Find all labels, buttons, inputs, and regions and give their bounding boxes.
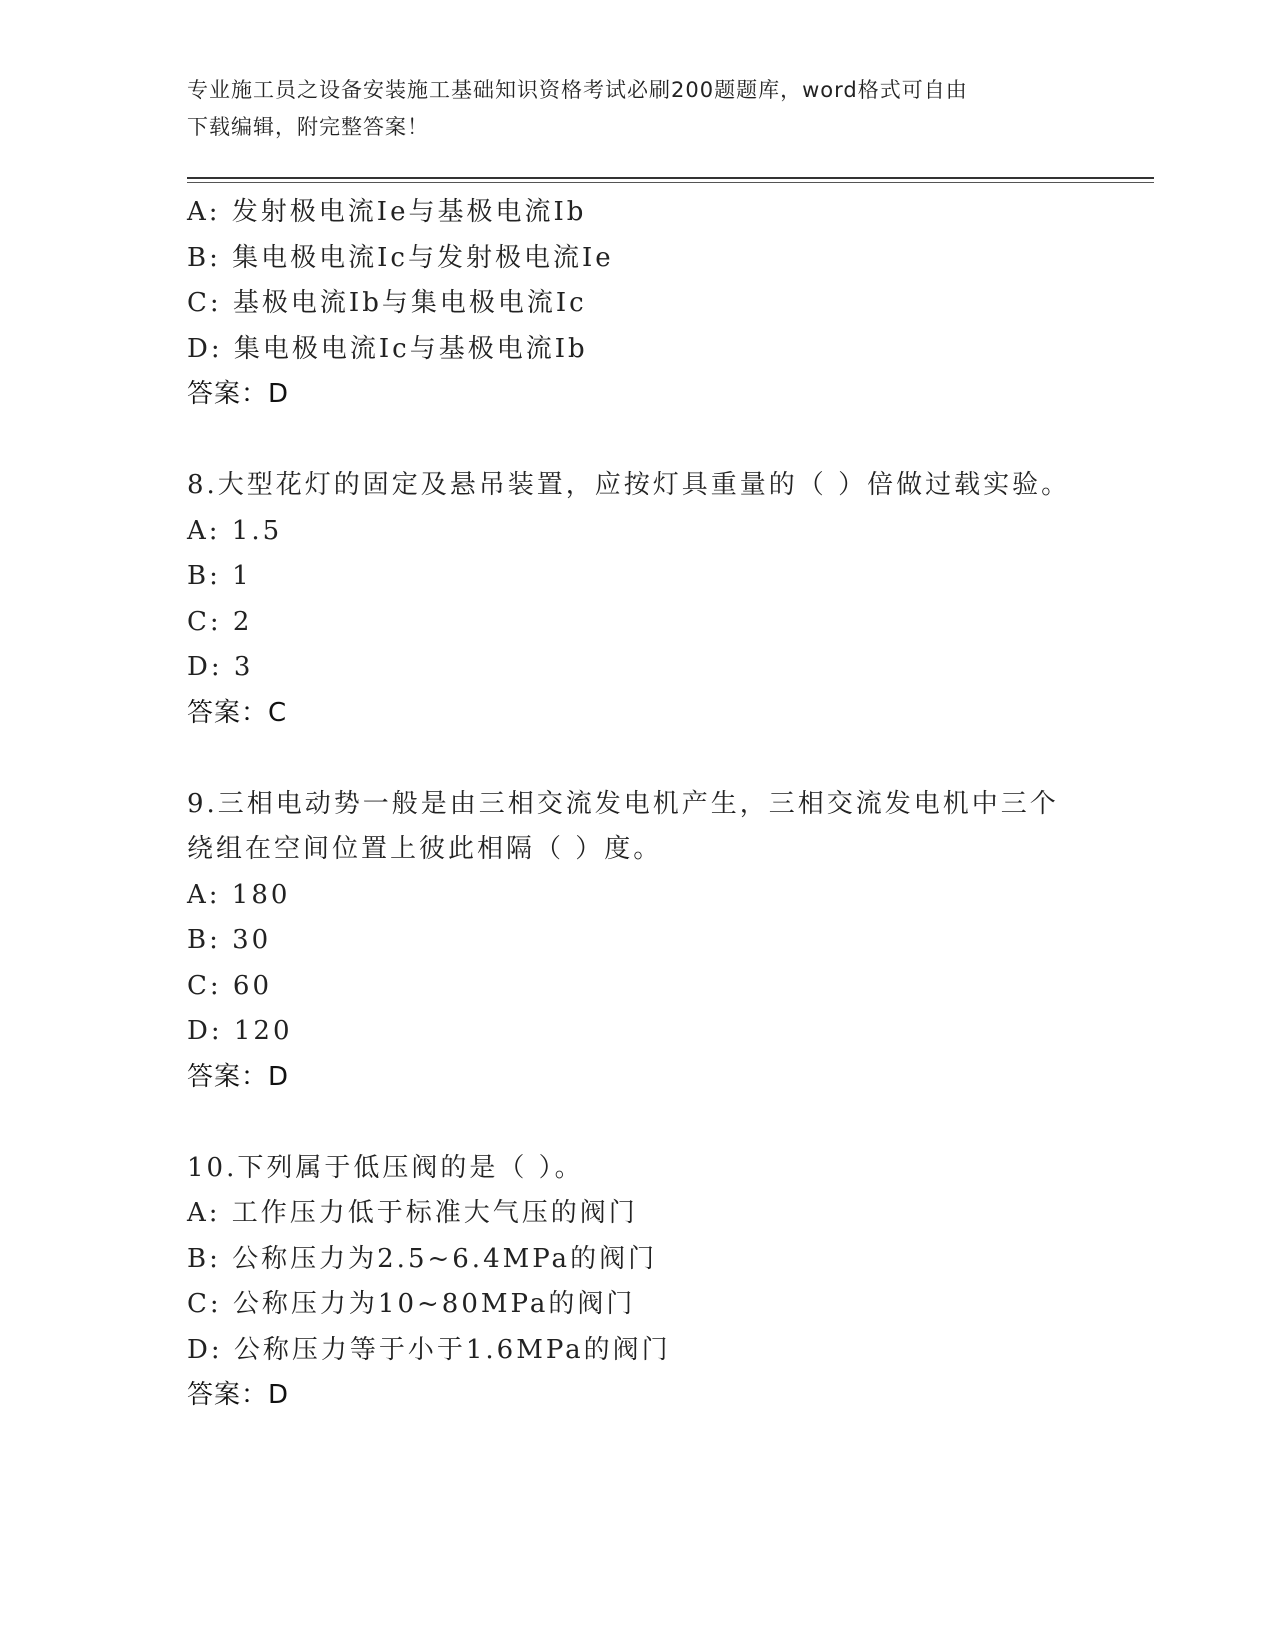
- question-stem-line-2: 绕组在空间位置上彼此相隔（ ）度。: [187, 834, 663, 864]
- answer-line: 答案：D: [187, 379, 290, 409]
- option-c: C: 基极电流Ib与集电极电流Ic: [187, 288, 587, 318]
- question-9: [187, 782, 1087, 1101]
- spacer: [187, 1100, 1087, 1146]
- option-d: D: 集电极电流Ic与基极电流Ib: [187, 333, 588, 364]
- question-10: [187, 1146, 1087, 1419]
- answer-line: 答案：D: [187, 1380, 290, 1410]
- option-c: C: 2: [187, 606, 253, 637]
- document-header: [187, 72, 1067, 146]
- option-a: A: 工作压力低于标准大气压的阀门: [187, 1198, 638, 1228]
- option-a: A: 发射极电流Ie与基极电流Ib: [187, 197, 587, 227]
- option-c: C: 60: [187, 970, 273, 1001]
- question-8: [187, 463, 1087, 736]
- question-7-continued: [187, 190, 1087, 418]
- header-line-1: 专业施工员之设备安装施工基础知识资格考试必刷200题题库，word格式可自由: [187, 78, 968, 102]
- answer-line: 答案：D: [187, 1061, 290, 1092]
- header-line-2: 下载编辑，附完整答案！: [187, 115, 429, 139]
- question-stem: 8.大型花灯的固定及悬吊装置，应按灯具重量的（ ）倍做过载实验。: [187, 470, 1071, 500]
- question-stem-line-1: 9.三相电动势一般是由三相交流发电机产生，三相交流发电机中三个: [187, 788, 1059, 819]
- option-d: D: 120: [187, 1016, 293, 1046]
- spacer: [187, 418, 1087, 464]
- option-b: B: 1: [187, 561, 252, 591]
- option-d: D: 公称压力等于小于1.6MPa的阀门: [187, 1334, 671, 1365]
- option-c: C: 公称压力为10~80MPa的阀门: [187, 1289, 636, 1319]
- option-b: B: 30: [187, 925, 272, 955]
- question-stem: 10.下列属于低压阀的是（ ）。: [187, 1152, 584, 1183]
- option-a: A: 1.5: [187, 515, 283, 546]
- spacer: [187, 736, 1087, 782]
- option-a: A: 180: [187, 879, 291, 910]
- option-b: B: 集电极电流Ic与发射极电流Ie: [187, 242, 614, 273]
- option-d: D: 3: [187, 652, 254, 682]
- header-rule-thick: [187, 177, 1154, 179]
- answer-line: 答案：C: [187, 697, 288, 728]
- header-rule-thin: [187, 182, 1154, 183]
- option-b: B: 公称压力为2.5~6.4MPa的阀门: [187, 1243, 658, 1274]
- question-list: [187, 190, 1087, 1419]
